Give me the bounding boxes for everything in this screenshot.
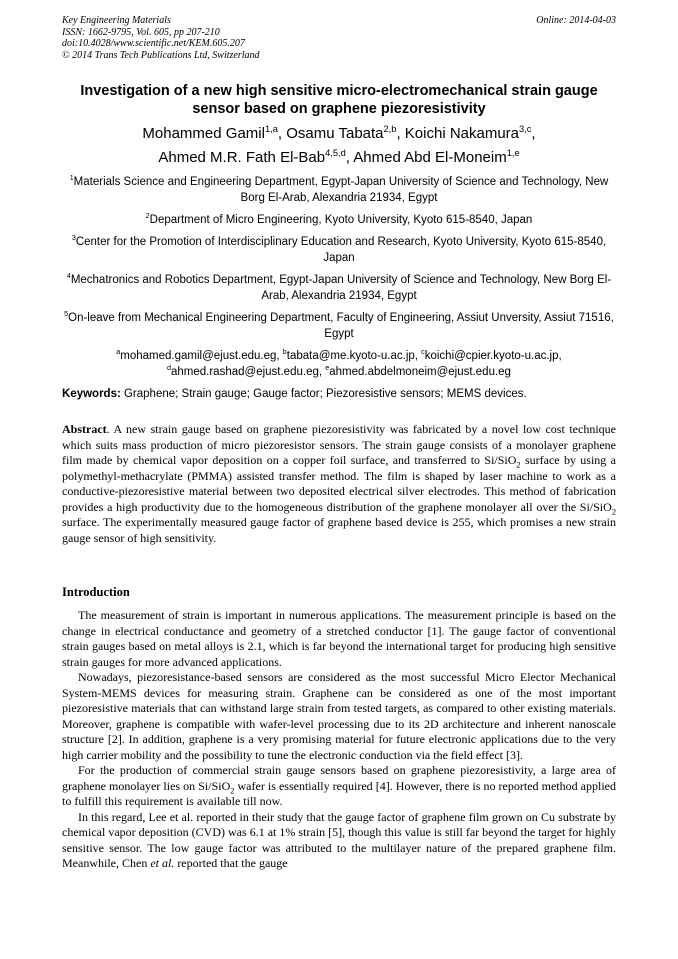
abstract-text: surface by using a polymethyl-methacrylate (PMMA) assisted transfer method. The film is shaped by laser machine to work as a conductive-piezoresistive material between two deposited electrical silver electrodes. This method of fabrication provides a high productivity due to the homogeneous distribution of the graphene monolayer all over the Si/SiO: [62, 453, 616, 514]
affiliation-text: Mechatronics and Robotics Department, Egypt-Japan University of Science and Technology, New Borg El-Arab, Alexandria 21934, Egypt: [70, 274, 612, 302]
paragraph: [62, 763, 616, 810]
affiliation-text: Materials Science and Engineering Department, Egypt-Japan University of Science and Technology, New Borg El-Arab, Alexandria 21934, Egypt: [73, 176, 609, 204]
affiliation-3: [62, 234, 616, 266]
author-name: Osamu Tabata: [286, 125, 384, 142]
email-address[interactable]: tabata@me.kyoto-u.ac.jp,: [286, 350, 422, 362]
author-sup: 2,b: [383, 124, 397, 134]
section-heading-introduction: Introduction: [62, 585, 130, 599]
keywords-text: Graphene; Strain gauge; Gauge factor; Piezoresistive sensors; MEMS devices.: [120, 388, 527, 400]
email-address[interactable]: ahmed.abdelmoneim@ejust.edu.eg: [329, 366, 511, 378]
affiliation-num: 1: [69, 174, 74, 183]
affiliation-1: [62, 174, 616, 206]
affiliation-num: 4: [66, 272, 71, 281]
author-sup: 1,a: [264, 124, 278, 134]
author-sep: ,: [345, 149, 354, 166]
affiliation-5: [62, 310, 616, 342]
author-sep: ,: [531, 125, 536, 142]
email-sup: d: [167, 364, 171, 373]
keywords-label: Keywords:: [62, 388, 121, 400]
affiliation-num: 5: [64, 310, 69, 319]
author-name: Mohammed Gamil: [142, 125, 265, 142]
paragraph-text: reported that the gauge: [174, 856, 288, 870]
affiliation-text: Department of Micro Engineering, Kyoto University, Kyoto 615-8540, Japan: [149, 214, 533, 226]
author-sep: ,: [277, 125, 287, 142]
email-list: [62, 348, 616, 380]
author-list: [62, 122, 616, 170]
author-name: Ahmed Abd El-Moneim: [353, 149, 507, 166]
author-line-2: [62, 146, 616, 170]
paragraph-text: For the production of commercial strain gauge sensors based on graphene piezoresistivity, a large area of graphene monolayer lies on Si/SiO: [62, 763, 616, 793]
email-sup: b: [282, 348, 287, 357]
paragraph-text: In this regard, Lee et al. reported in their study that the gauge factor of graphene film grown on Cu substrate by chemical vapor deposition (CVD) was 6.1 at 1% strain [5], though this value is still far beyond the target for highly sensitive sensor. The low gauge factor was attributed to the multilayer nature of the prepared graphene film. Meanwhile, Chen: [62, 809, 616, 870]
affiliation-num: 3: [71, 234, 76, 243]
paper-title: Investigation of a new high sensitive micro-electromechanical strain gauge sensor based on graphene piezoresistivity: [80, 83, 598, 117]
issn-line: ISSN: 1662-9795, Vol. 605, pp 207-210: [62, 26, 220, 38]
doi-line: doi:10.4028/www.scientific.net/KEM.605.207: [62, 38, 245, 49]
author-sup: 1,e: [506, 148, 520, 158]
subscript: 2: [611, 506, 616, 516]
affiliation-2: [62, 212, 616, 228]
affiliation-list: [62, 174, 616, 380]
online-date: Online: 2014-04-03: [536, 15, 616, 26]
copyright-line: © 2014 Trans Tech Publications Ltd, Switzerland: [62, 49, 260, 61]
paragraph: Nowadays, piezoresistance-based sensors are considered as the most successful Micro Elector Mechanical System-MEMS devices for measuring strain. Graphene can be considered as one of the most important piezoresistive materials that can withstand large strain from tested targets, as compared to other existing materials. Moreover, graphene is compatible with wafer-level processing due to its 2D architecture and inherent nanoscale structure [2]. In addition, graphene is a very promising material for future electronic applications due to the very high carrier mobility and the possibility to tune the electronic conduction via the field effect [3].: [62, 670, 616, 762]
email-line-2: [62, 364, 616, 380]
email-sup: a: [116, 348, 121, 357]
emphasis: et al.: [150, 856, 175, 870]
affiliation-num: 2: [145, 212, 150, 221]
paragraph: The measurement of strain is important in numerous applications. The measurement principle is based on the change in electrical conductance and geometry of a stretched conductor [1]. The gauge factor of conventional strain gauges based on metal alloys is 2.1, which is far beyond the international target for producing high sensitive strain gauges for more advanced applications.: [62, 608, 616, 669]
running-header: [62, 15, 260, 61]
author-sup: 3,c: [519, 124, 532, 134]
abstract: [62, 422, 616, 546]
affiliation-4: [62, 272, 616, 304]
email-address[interactable]: koichi@cpier.kyoto-u.ac.jp,: [424, 350, 562, 362]
subscript: 2: [516, 460, 521, 470]
author-sup: 4,5,d: [325, 148, 346, 158]
paragraph-text: wafer is essentially required [4]. However, there is no reported method applied to fulfill this requirement is available till now.: [62, 778, 616, 808]
email-sup: e: [325, 364, 330, 373]
email-sup: c: [421, 348, 425, 357]
introduction-body: [62, 608, 616, 872]
paragraph: [62, 810, 616, 872]
email-line-1: [62, 348, 616, 364]
abstract-text: surface. The experimentally measured gauge factor of graphene based device is 255, which promises a new strain gauge sensor of high sensitivity.: [62, 515, 616, 545]
author-name: Ahmed M.R. Fath El-Bab: [158, 149, 326, 166]
affiliation-text: On-leave from Mechanical Engineering Department, Faculty of Engineering, Assiut Unversity, Assiut 71516, Egypt: [68, 312, 614, 340]
author-line-1: [62, 122, 616, 146]
email-address[interactable]: ahmed.rashad@ejust.edu.eg,: [171, 366, 326, 378]
author-name: Koichi Nakamura: [404, 125, 520, 142]
abstract-label: Abstract: [62, 422, 107, 436]
affiliation-text: Center for the Promotion of Interdisciplinary Education and Research, Kyoto University, Kyoto 615-8540, Japan: [75, 236, 607, 264]
subscript: 2: [230, 785, 235, 795]
journal-name: Key Engineering Materials: [62, 15, 171, 26]
author-sep: ,: [396, 125, 405, 142]
email-address[interactable]: mohamed.gamil@ejust.edu.eg,: [120, 350, 283, 362]
keywords: [62, 387, 616, 402]
abstract-text: . A new strain gauge based on graphene piezoresistivity was fabricated by a novel low cost technique which suits mass production of micro piezoresistor sensors. The strain gauge consists of a monolayer graphene film made by chemical vapor deposition on a copper foil surface, and transferred to Si/SiO: [62, 422, 616, 467]
